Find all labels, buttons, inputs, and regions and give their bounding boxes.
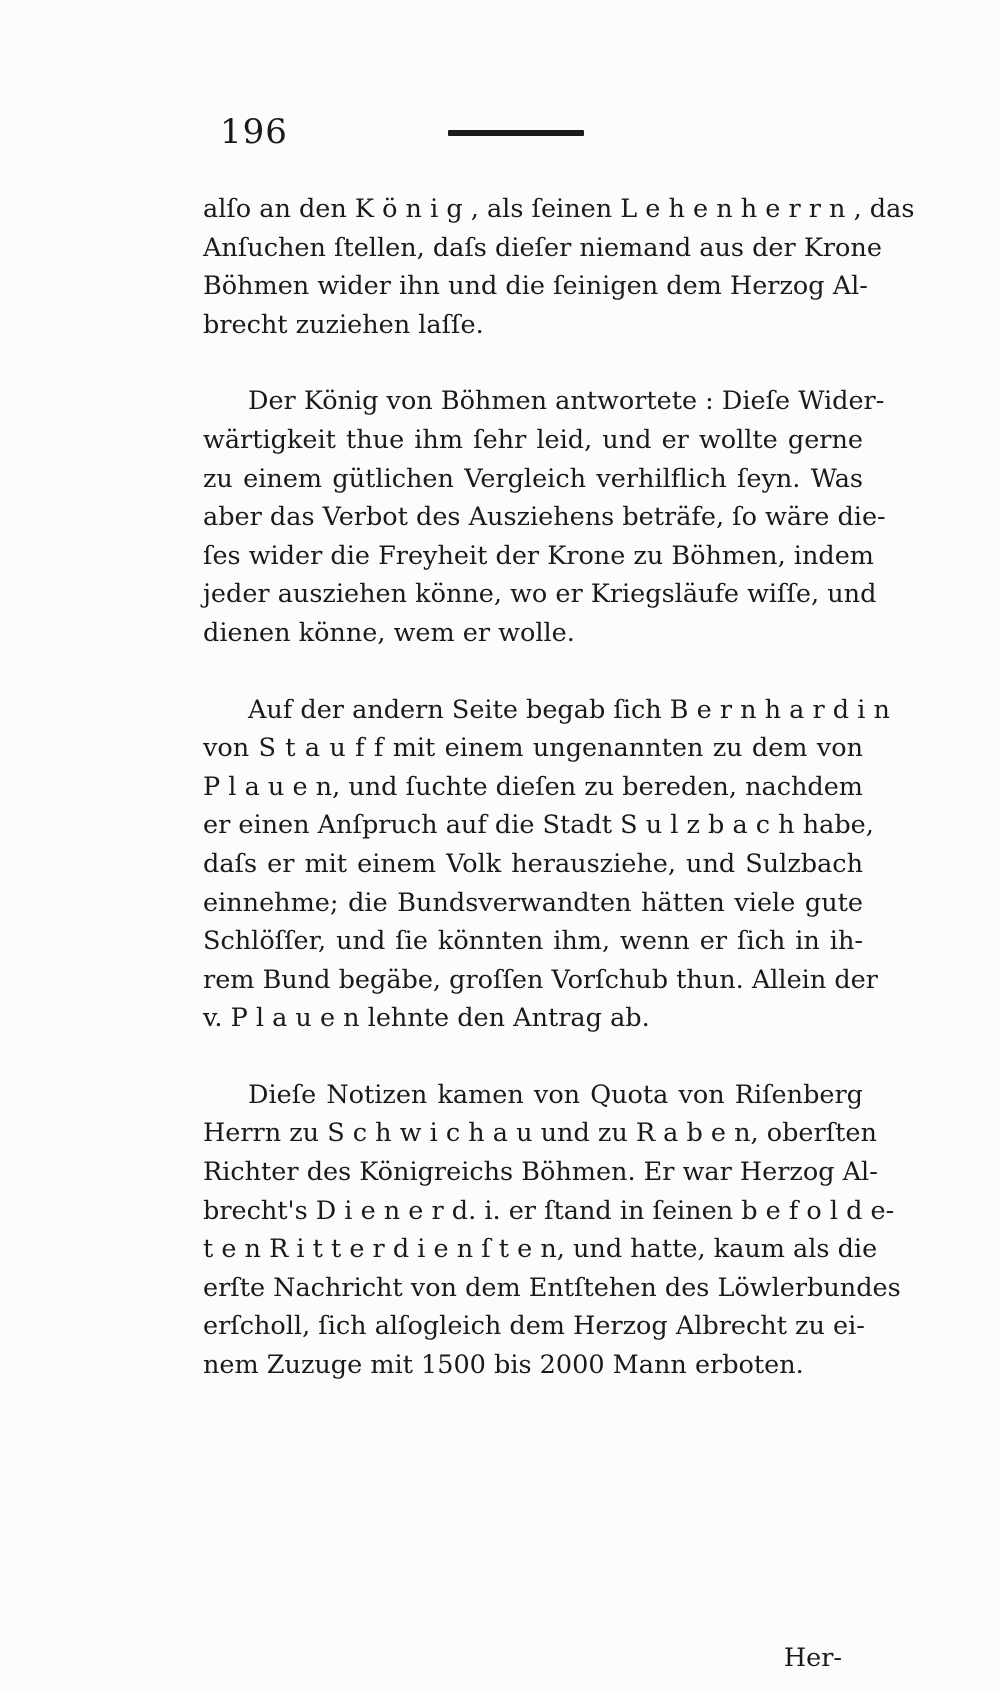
text-line: Böhmen wider ihn und die ſeinigen dem Herzog Al- (203, 271, 868, 302)
text-line: erſte Nachricht von dem Entſtehen des Löwlerbundes (203, 1272, 901, 1303)
text-line: einnehme; die Bundsverwandten hätten viele gute (203, 887, 863, 918)
text-line: brecht zuziehen laſſe. (203, 309, 484, 340)
body-text (203, 190, 915, 1423)
paragraph (203, 1076, 901, 1385)
text-line: Herrn zu S c h w i c h a u und zu R a b e n, oberſten (203, 1118, 877, 1149)
text-line: rem Bund begäbe, groſſen Vorſchub thun. Allein der (203, 964, 878, 995)
text-line: ſes wider die Freyheit der Krone zu Böhmen, indem (203, 540, 874, 571)
text-line: Richter des Königreichs Böhmen. Er war Herzog Al- (203, 1157, 878, 1188)
text-line: daſs er mit einem Volk herausziehe, und Sulzbach (203, 848, 863, 879)
text-line: Dieſe Notizen kamen von Quota von Riſenberg (248, 1079, 863, 1110)
page-number: 196 (220, 112, 288, 152)
paragraph (203, 190, 915, 344)
catchword: Her- (783, 1643, 842, 1673)
text-line: Anſuchen ſtellen, daſs dieſer niemand aus der Krone (203, 232, 882, 263)
text-line: Der König von Böhmen antwortete : Dieſe Wider- (248, 386, 885, 417)
text-line: von S t a u f f mit einem ungenannten zu dem von (203, 733, 863, 764)
text-line: dienen könne, wem er wolle. (203, 617, 575, 648)
text-line: aber das Verbot des Ausziehens beträfe, ſo wäre die- (203, 502, 886, 533)
text-line: erſcholl, ſich alſogleich dem Herzog Albrecht zu ei- (203, 1311, 865, 1342)
text-line: er einen Anſpruch auf die Stadt S u l z b a c h habe, (203, 810, 874, 841)
text-line: nem Zuzuge mit 1500 bis 2000 Mann erboten. (203, 1350, 804, 1381)
text-line: alſo an den K ö n i g , als ſeinen L e h e n h e r r n , das (203, 194, 915, 224)
text-line: Schlöſſer, und ſie könnten ihm, wenn er ſich in ih- (203, 926, 863, 957)
text-line: wärtigkeit thue ihm ſehr leid, und er wollte gerne (203, 424, 863, 455)
paragraph (203, 382, 886, 652)
text-line: zu einem gütlichen Vergleich verhilflich ſeyn. Was (203, 463, 863, 494)
text-line: brecht's D i e n e r d. i. er ſtand in ſeinen b e f o l d e- (203, 1195, 895, 1226)
text-line: jeder ausziehen könne, wo er Kriegsläufe wiſſe, und (203, 579, 877, 610)
text-line: v. P l a u e n lehnte den Antrag ab. (203, 1003, 650, 1034)
text-line: Auf der andern Seite begab ſich B e r n h a r d i n (248, 694, 890, 725)
text-line: P l a u e n, und ſuchte dieſen zu bereden, nachdem (203, 771, 863, 802)
paragraph (203, 691, 890, 1038)
header-rule (448, 130, 584, 136)
text-line: t e n R i t t e r d i e n ſ t e n, und hatte, kaum als die (203, 1234, 878, 1265)
